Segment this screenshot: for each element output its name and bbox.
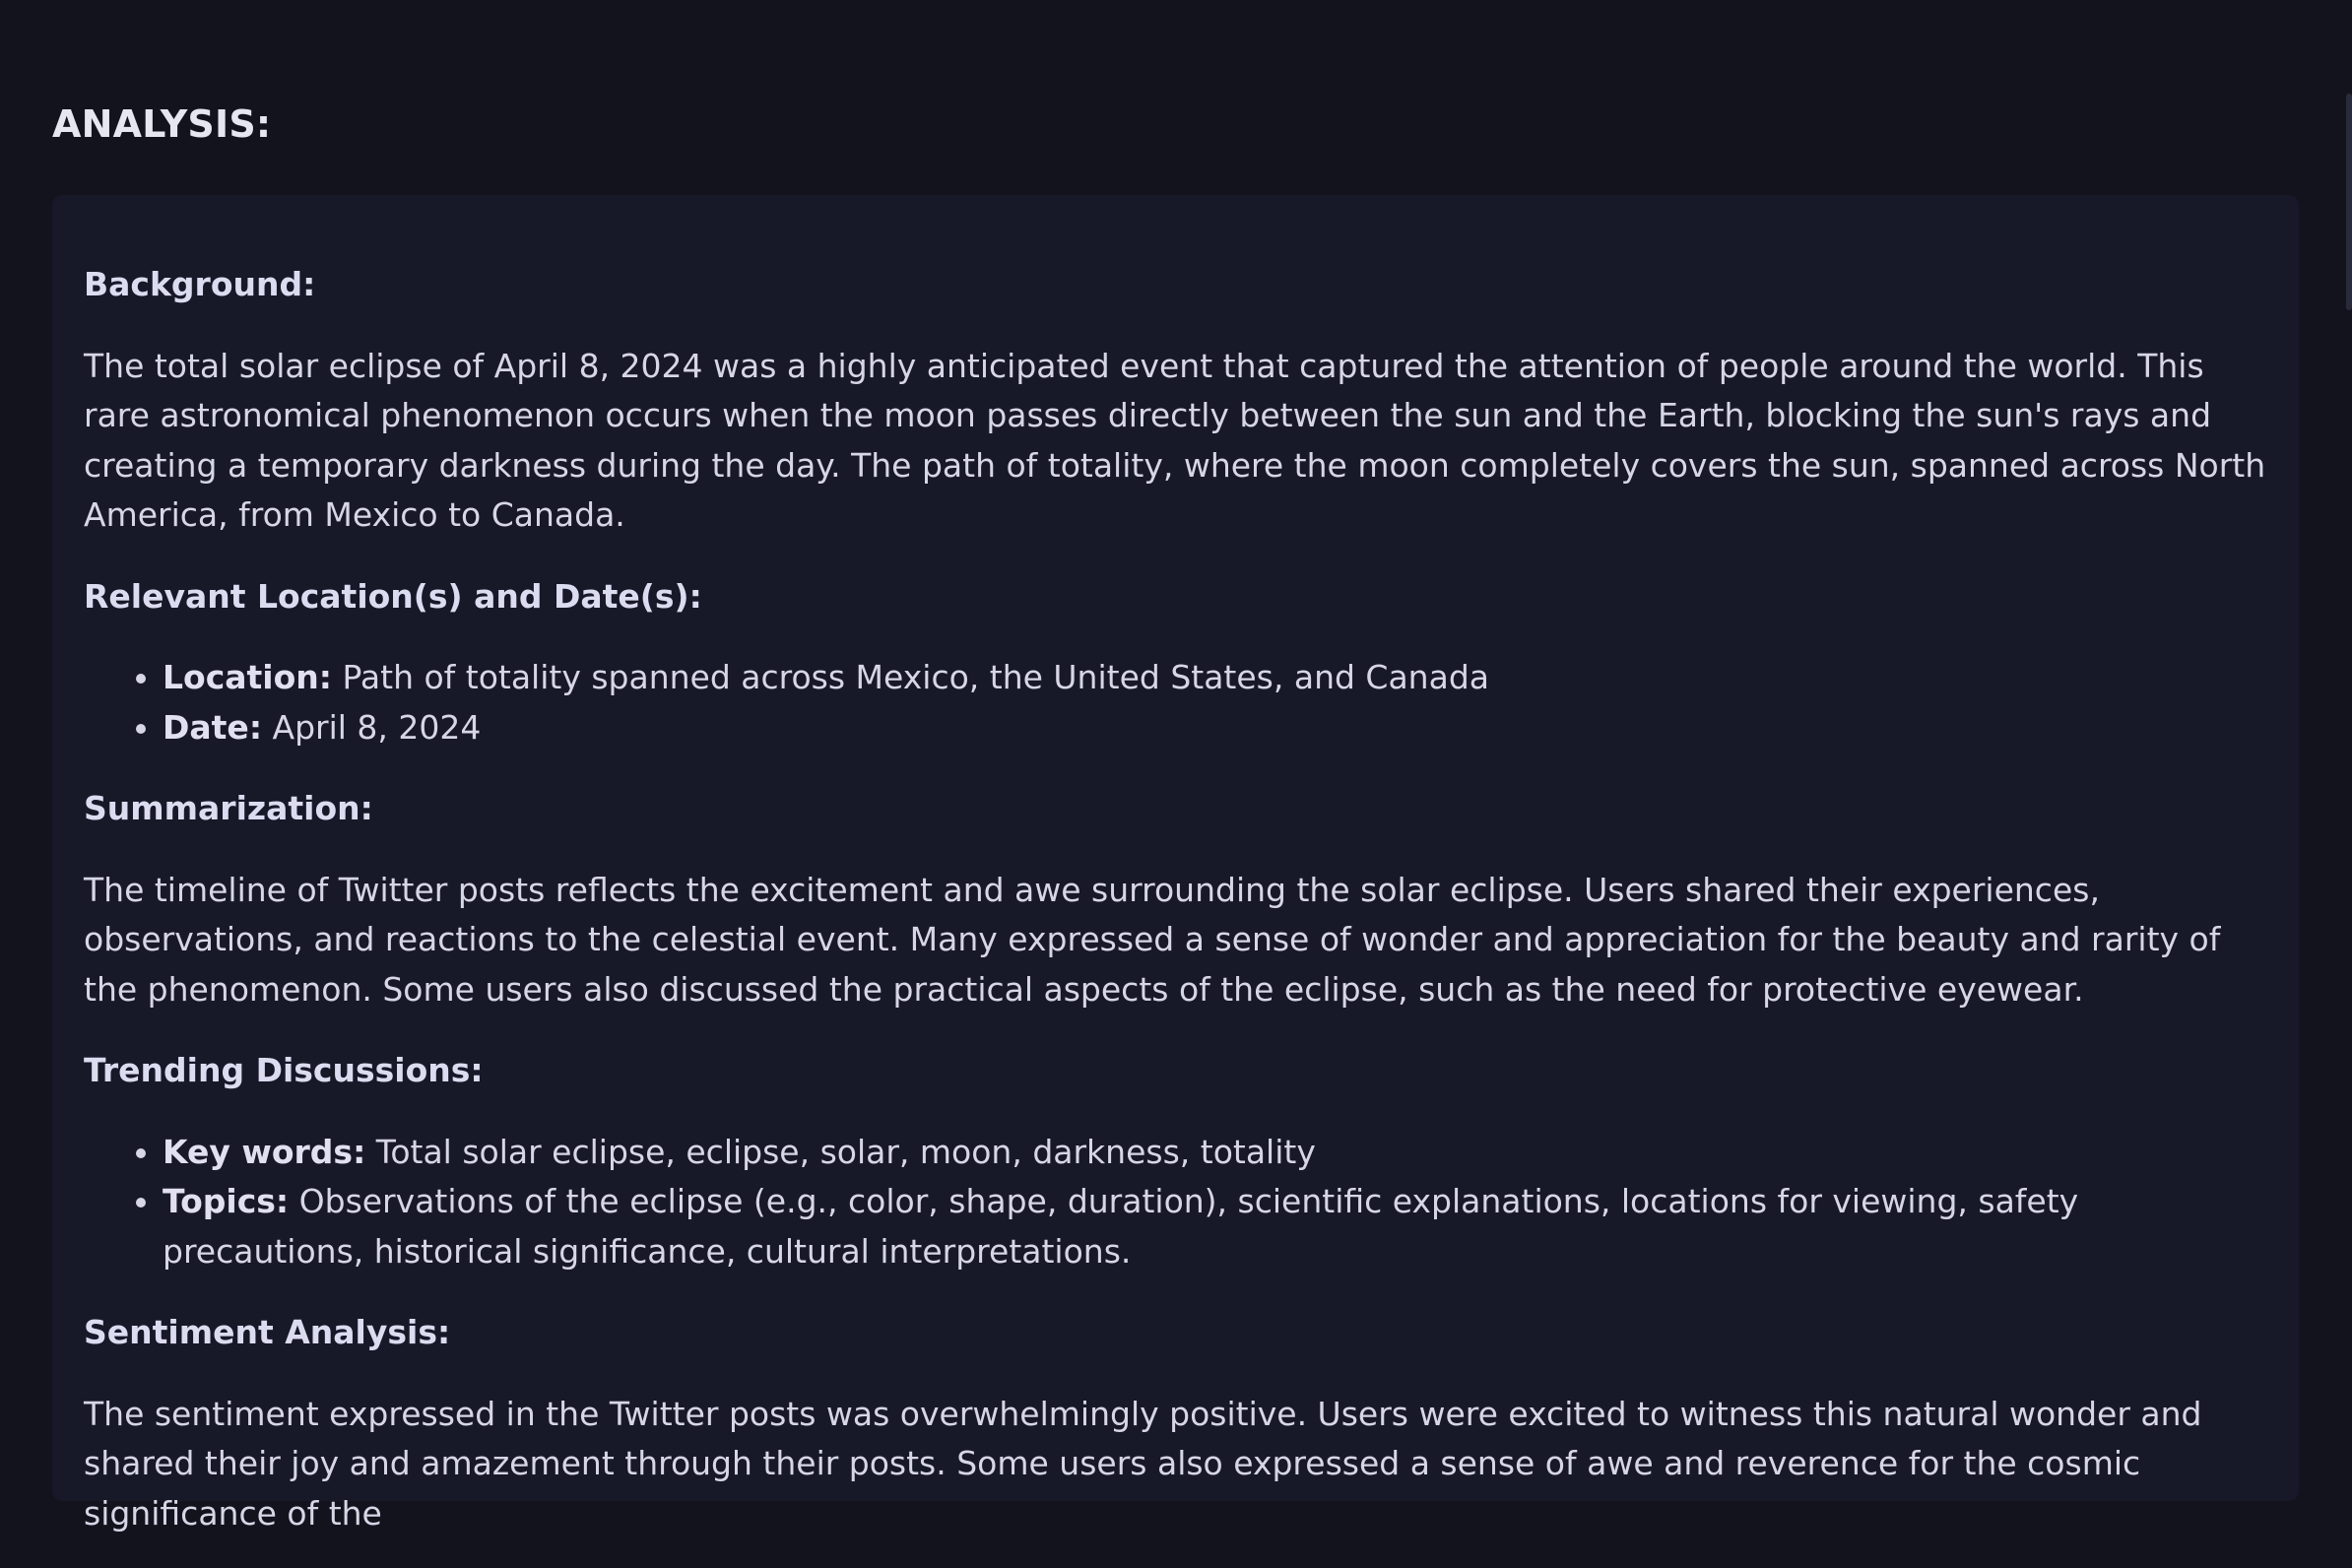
keywords-value: Total solar eclipse, eclipse, solar, moon, darkness, totality xyxy=(375,1132,1316,1171)
topics-label: Topics: xyxy=(163,1182,290,1220)
topics-value: Observations of the eclipse (e.g., color, shape, duration), scientific explanations, locations for viewing, safety precautions, historical significance, cultural interpretations. xyxy=(163,1182,2079,1271)
location-value: Path of totality spanned across Mexico, the United States, and Canada xyxy=(342,658,1489,696)
sentiment-text: The sentiment expressed in the Twitter posts was overwhelmingly positive. Users were excited to witness this natural wonder and shared their joy and amazement through their posts. Some users also expressed a sense of awe and reverence for the cosmic significance of the xyxy=(84,1394,2202,1533)
summarization-title: Summarization: xyxy=(84,789,373,827)
list-item xyxy=(163,1177,2267,1276)
analysis-panel xyxy=(52,195,2299,1533)
location-dates-title: Relevant Location(s) and Date(s): xyxy=(84,576,702,616)
trending-title: Trending Discussions: xyxy=(84,1051,484,1089)
trending-list xyxy=(84,1128,2267,1277)
scrollbar-thumb[interactable] xyxy=(2346,94,2352,310)
background-text: The total solar eclipse of April 8, 2024 was a highly anticipated event that captured the attention of people around the world. This rare astronomical phenomenon occurs when the moon passes directly between the sun and the Earth, blocking the sun's rays and creating a temporary darkness during the day. The path of totality, where the moon completely covers the sun, spanned across North America, from Mexico to Canada. xyxy=(84,346,2266,534)
list-item xyxy=(163,653,2267,703)
location-dates-list xyxy=(84,653,2267,752)
summarization-text: The timeline of Twitter posts reflects the excitement and awe surrounding the solar eclipse. Users shared their experiences, observations, and reactions to the celestial event. Many expressed a sense of wonder and appreciation for the beauty and rarity of the phenomenon. Some users also discussed the practical aspects of the eclipse, such as the need for protective eyewear. xyxy=(84,870,2221,1009)
background-title: Background: xyxy=(84,265,316,303)
location-label: Location: xyxy=(163,658,332,696)
list-item xyxy=(163,1128,2267,1178)
date-label: Date: xyxy=(163,707,263,747)
analysis-heading: ANALYSIS: xyxy=(52,102,272,146)
list-item xyxy=(163,703,2267,753)
date-value: April 8, 2024 xyxy=(272,707,482,747)
keywords-label: Key words: xyxy=(163,1132,366,1171)
sentiment-title: Sentiment Analysis: xyxy=(84,1313,451,1351)
